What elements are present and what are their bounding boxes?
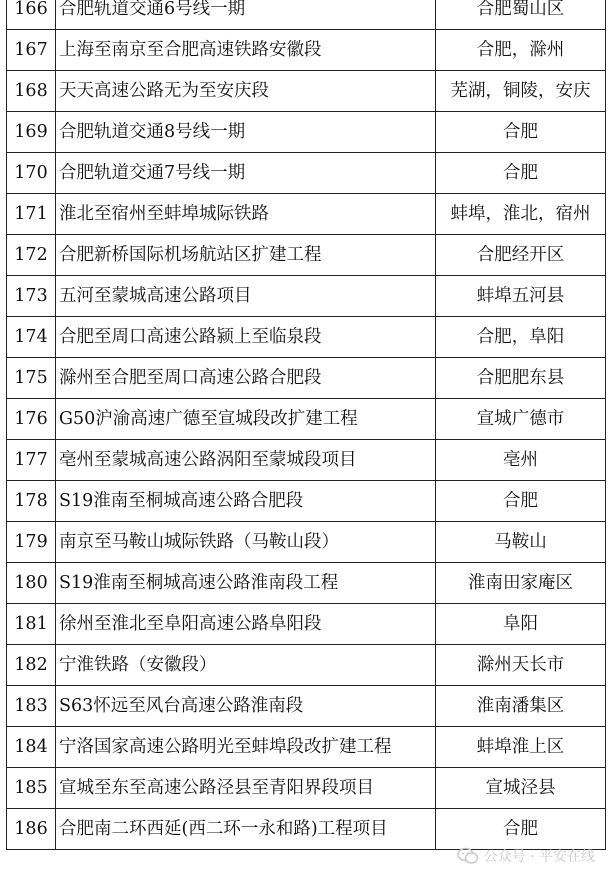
project-name: 合肥新桥国际机场航站区扩建工程 [56,235,436,276]
project-location: 合肥蜀山区 [436,0,606,30]
project-name: S63怀远至风台高速公路淮南段 [56,686,436,727]
project-name: 徐州至淮北至阜阳高速公路阜阳段 [56,604,436,645]
row-number: 181 [7,604,56,645]
project-name: 五河至蒙城高速公路项目 [56,276,436,317]
project-location: 合肥 [436,481,606,522]
row-number: 173 [7,276,56,317]
project-table-body [7,0,606,850]
watermark [457,846,595,866]
watermark-text: 公众号 · 平安在线 [483,849,595,865]
project-name: G50沪渝高速广德至宣城段改扩建工程 [56,399,436,440]
project-table [6,0,606,850]
project-name: 亳州至蒙城高速公路涡阳至蒙城段项目 [56,440,436,481]
table-row [7,194,606,235]
table-row [7,30,606,71]
row-number: 166 [7,0,56,30]
project-name: S19淮南至桐城高速公路淮南段工程 [56,563,436,604]
project-location: 蚌埠淮上区 [436,727,606,768]
row-number: 169 [7,112,56,153]
project-location: 合肥，滁州 [436,30,606,71]
table-row [7,809,606,850]
project-name: 上海至南京至合肥高速铁路安徽段 [56,30,436,71]
table-row [7,440,606,481]
project-location: 亳州 [436,440,606,481]
row-number: 170 [7,153,56,194]
table-row [7,768,606,809]
project-name: 宁淮铁路（安徽段） [56,645,436,686]
table-row [7,153,606,194]
row-number: 172 [7,235,56,276]
project-location: 合肥 [436,112,606,153]
row-number: 168 [7,71,56,112]
table-row [7,112,606,153]
project-name: 南京至马鞍山城际铁路（马鞍山段） [56,522,436,563]
project-name: 合肥轨道交通7号线一期 [56,153,436,194]
project-location: 阜阳 [436,604,606,645]
project-name: 天天高速公路无为至安庆段 [56,71,436,112]
table-row [7,481,606,522]
table-row [7,522,606,563]
table-row [7,399,606,440]
project-name: 合肥轨道交通6号线一期 [56,0,436,30]
project-location: 合肥 [436,153,606,194]
project-name: S19淮南至桐城高速公路合肥段 [56,481,436,522]
row-number: 183 [7,686,56,727]
project-location: 合肥 [436,809,606,850]
row-number: 179 [7,522,56,563]
table-row [7,727,606,768]
row-number: 175 [7,358,56,399]
project-location: 马鞍山 [436,522,606,563]
table-row [7,235,606,276]
table-row [7,645,606,686]
table-row [7,358,606,399]
row-number: 184 [7,727,56,768]
row-number: 185 [7,768,56,809]
table-row [7,563,606,604]
project-name: 合肥至周口高速公路颍上至临泉段 [56,317,436,358]
project-location: 滁州天长市 [436,645,606,686]
row-number: 174 [7,317,56,358]
project-name: 宁洛国家高速公路明光至蚌埠段改扩建工程 [56,727,436,768]
row-number: 178 [7,481,56,522]
row-number: 177 [7,440,56,481]
project-name: 淮北至宿州至蚌埠城际铁路 [56,194,436,235]
row-number: 182 [7,645,56,686]
table-row [7,276,606,317]
row-number: 176 [7,399,56,440]
project-location: 合肥经开区 [436,235,606,276]
project-location: 淮南潘集区 [436,686,606,727]
project-location: 蚌埠，淮北，宿州 [436,194,606,235]
project-name: 宣城至东至高速公路泾县至青阳界段项目 [56,768,436,809]
table-row [7,686,606,727]
project-location: 蚌埠五河县 [436,276,606,317]
project-location: 芜湖，铜陵，安庆 [436,71,606,112]
row-number: 171 [7,194,56,235]
wechat-icon [457,847,479,865]
project-name: 合肥南二环西延(西二环一永和路)工程项目 [56,809,436,850]
project-location: 宣城泾县 [436,768,606,809]
project-location: 淮南田家庵区 [436,563,606,604]
row-number: 186 [7,809,56,850]
project-name: 合肥轨道交通8号线一期 [56,112,436,153]
project-location: 宣城广德市 [436,399,606,440]
table-row [7,604,606,645]
row-number: 167 [7,30,56,71]
table-row [7,317,606,358]
table-row [7,71,606,112]
table-row [7,0,606,30]
project-location: 合肥，阜阳 [436,317,606,358]
project-name: 滁州至合肥至周口高速公路合肥段 [56,358,436,399]
row-number: 180 [7,563,56,604]
project-location: 合肥肥东县 [436,358,606,399]
